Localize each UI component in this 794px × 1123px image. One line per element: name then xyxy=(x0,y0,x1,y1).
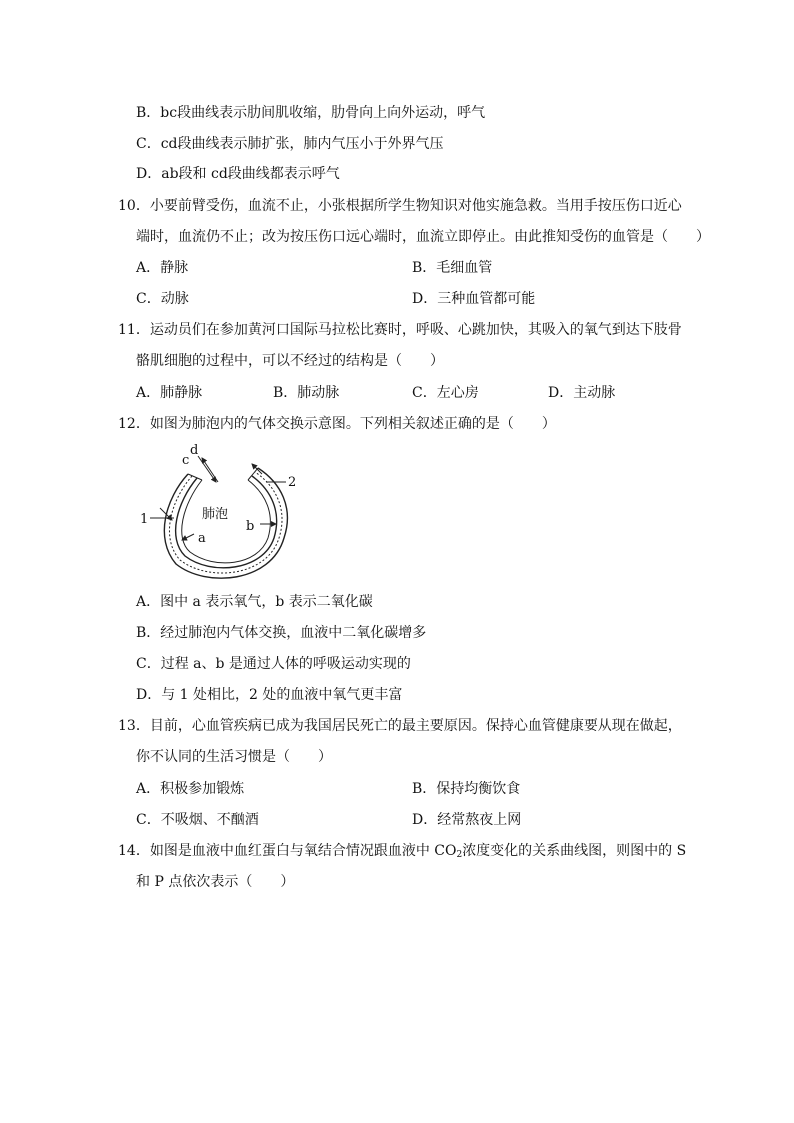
q10-option-d: D．三种血管都可能 xyxy=(412,291,536,307)
q13-stem-line1: 13．目前，心血管疾病已成为我国居民死亡的最主要原因。保持心血管健康要从现在做起， xyxy=(118,718,682,734)
label-2: 2 xyxy=(288,475,297,490)
q13-stem-line2: 你不认同的生活习惯是（ ） xyxy=(136,749,332,765)
q11-option-b: B．肺动脉 xyxy=(273,385,340,401)
label-b: b xyxy=(246,519,255,534)
label-alveolus: 肺泡 xyxy=(202,507,229,522)
arrow-d xyxy=(202,458,218,482)
q12-option-c: C．过程 a、b 是通过人体的呼吸运动实现的 xyxy=(136,656,411,672)
q9-option-d: D．ab段和 cd段曲线都表示呼气 xyxy=(136,166,340,182)
q13-option-d: D．经常熬夜上网 xyxy=(412,812,522,828)
q10-option-b: B．毛细血管 xyxy=(412,260,493,276)
arrow-c xyxy=(198,456,216,482)
q10-stem-line1: 10．小要前臂受伤，血流不止，小张根据所学生物知识对他实施急救。当用手按压伤口近心 xyxy=(118,198,682,214)
q14-stem-line1 xyxy=(118,841,686,861)
q11-stem-line2: 骼肌细胞的过程中，可以不经过的结构是（ ） xyxy=(136,353,444,369)
label-c: c xyxy=(182,453,190,468)
q11-option-d: D．主动脉 xyxy=(548,385,616,401)
opening-left xyxy=(188,474,202,480)
label-d: d xyxy=(190,443,199,458)
q13-option-b: B．保持均衡饮食 xyxy=(412,781,521,797)
q10-option-c: C．动脉 xyxy=(136,291,189,307)
q13-option-c: C．不吸烟、不酗酒 xyxy=(136,812,259,828)
q11-stem-line1: 11．运动员们在参加黄河口国际马拉松比赛时，呼吸、心跳加快，其吸入的氧气到达下肢骨 xyxy=(118,322,682,338)
q14-stem-line2: 和 P 点依次表示（ ） xyxy=(136,874,295,890)
arrow-a xyxy=(182,534,194,540)
q12-stem-line1: 12．如图为肺泡内的气体交换示意图。下列相关叙述正确的是（ ） xyxy=(118,416,556,432)
q13-option-a: A．积极参加锻炼 xyxy=(136,781,245,797)
alveolus-diagram xyxy=(136,438,306,578)
q12-option-a: A．图中 a 表示氧气，b 表示二氧化碳 xyxy=(136,594,373,610)
label-1: 1 xyxy=(140,512,149,527)
alveolus-diagram-svg xyxy=(136,438,306,578)
q10-stem-line2: 端时，血流仍不止；改为按压伤口远心端时，血流立即停止。由此推知受伤的血管是（ ） xyxy=(136,229,710,245)
q11-option-c: C．左心房 xyxy=(412,385,479,401)
q14-stem-pre: 14．如图是血液中血红蛋白与氧结合情况跟血液中 CO xyxy=(118,843,457,859)
q9-option-b: B．bc段曲线表示肋间肌收缩，肋骨向上向外运动，呼气 xyxy=(136,105,486,121)
q12-option-d: D．与 1 处相比，2 处的血液中氧气更丰富 xyxy=(136,687,403,703)
q12-option-b: B．经过肺泡内气体交换，血液中二氧化碳增多 xyxy=(136,625,427,641)
label-a: a xyxy=(198,531,206,546)
q10-option-a: A．静脉 xyxy=(136,260,189,276)
q14-stem-post: 浓度变化的关系曲线图，则图中的 S xyxy=(462,843,687,859)
q9-option-c: C．cd段曲线表示肺扩张，肺内气压小于外界气压 xyxy=(136,136,444,152)
q11-option-a: A．肺静脉 xyxy=(136,385,203,401)
q14-co2-subscript: 2 xyxy=(456,850,463,860)
opening-right xyxy=(248,468,258,480)
